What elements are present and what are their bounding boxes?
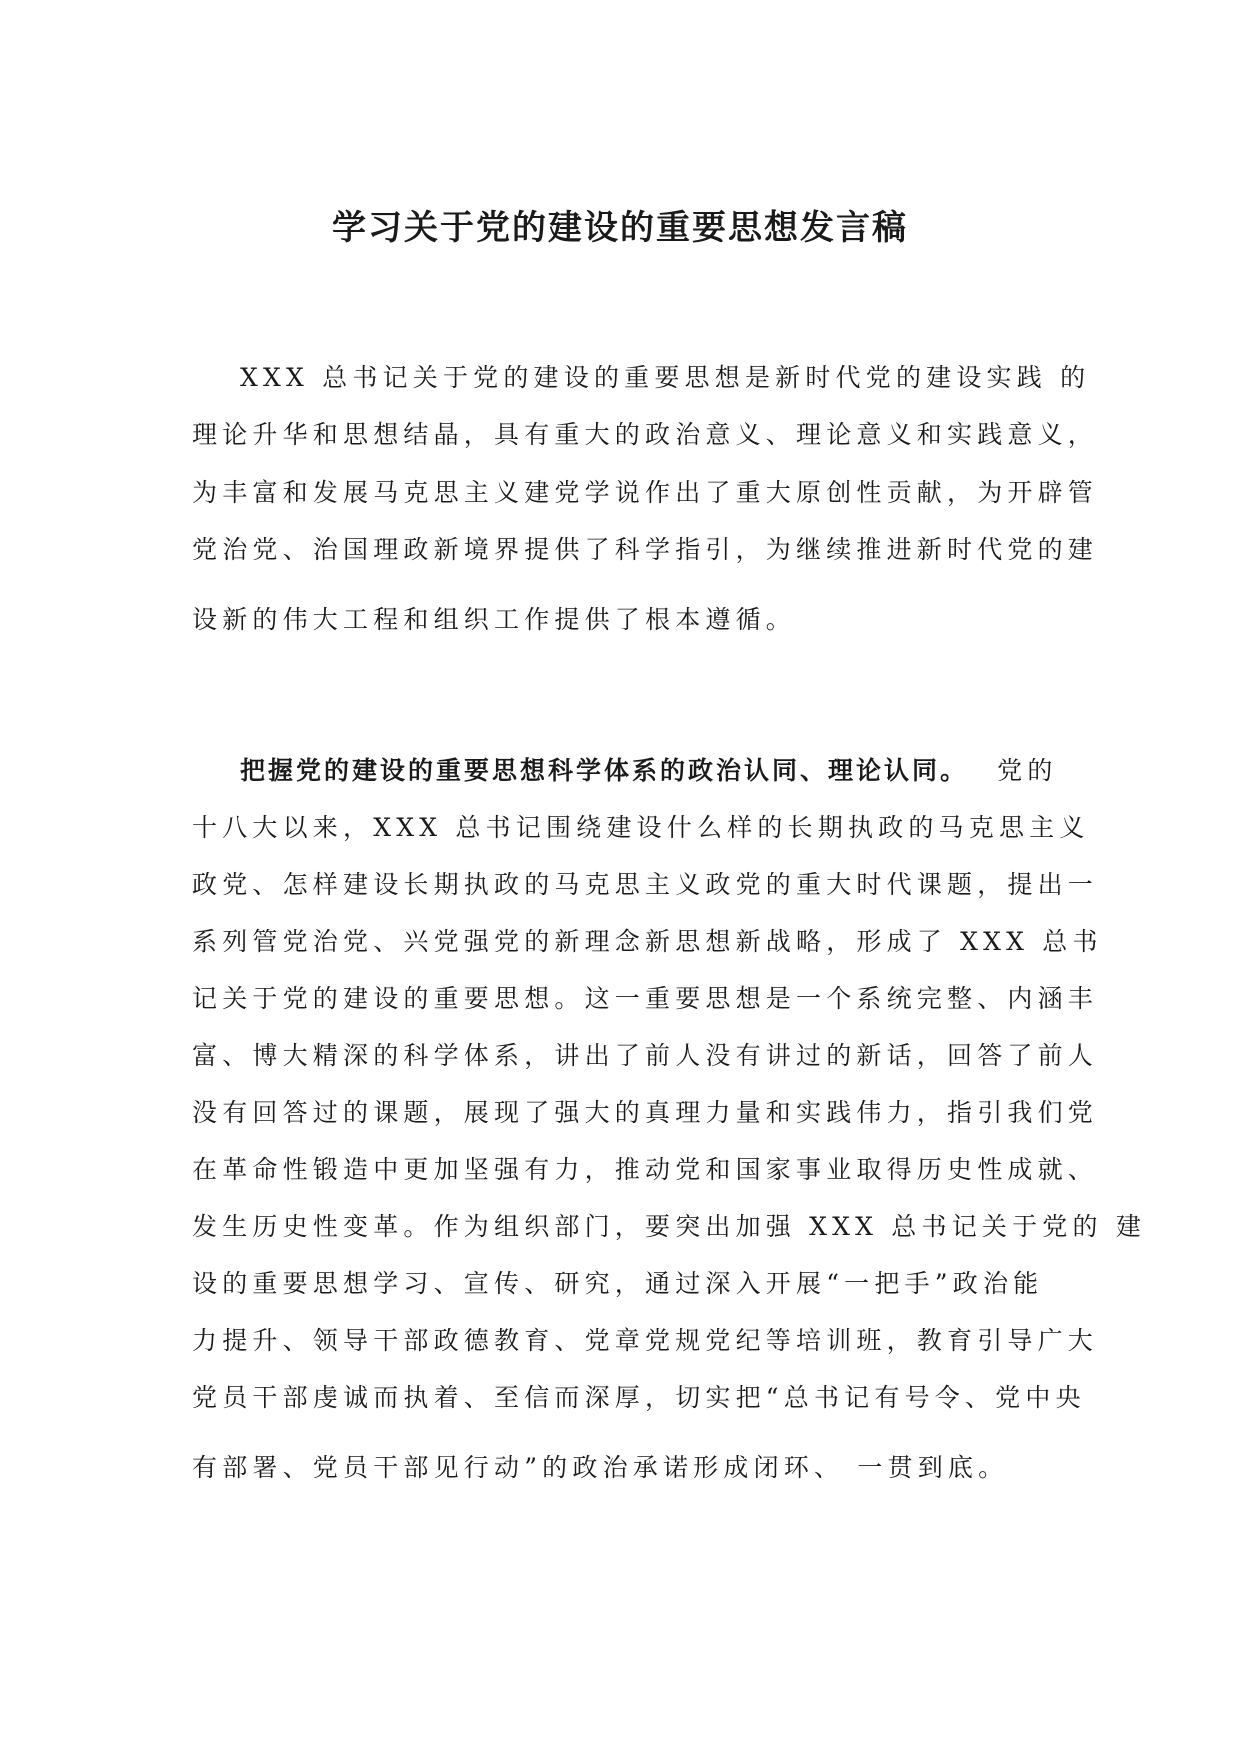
paragraph2-line-1 — [240, 755, 1058, 787]
paragraph2-line-12: 党员干部虔诚而执着、至信而深厚，切实把“总书记有号令、党中央 — [192, 1383, 1086, 1412]
document-title: 学习关于党的建设的重要思想发言稿 — [332, 208, 908, 248]
paragraph2-line-2: 十八大以来，XXX 总书记围绕建设什么样的长期执政的马克思主义 — [192, 813, 1090, 842]
paragraph2-first-line-rest: 党的 — [997, 756, 1058, 785]
paragraph1-line-1: XXX 总书记关于党的建设的重要思想是新时代党的建设实践 的 — [240, 363, 1091, 392]
paragraph1-line-4: 党治党、治国理政新境界提供了科学指引，为继续推进新时代党的建 — [192, 535, 1099, 564]
paragraph2-line-8: 在革命性锻造中更加坚强有力，推动党和国家事业取得历史性成就、 — [192, 1155, 1099, 1184]
paragraph2-line-4: 系列管党治党、兴党强党的新理念新思想新战略，形成了 XXX 总书 — [192, 927, 1103, 956]
paragraph2-line-13: 有部署、党员干部见行动”的政治承诺形成闭环、 一贯到底。 — [192, 1453, 1009, 1482]
paragraph1-line-5: 设新的伟大工程和组织工作提供了根本遵循。 — [192, 605, 797, 634]
paragraph2-line-9: 发生历史性变革。作为组织部门，要突出加强 XXX 总书记关于党的 建 — [192, 1212, 1147, 1241]
paragraph2-line-3: 政党、怎样建设长期执政的马克思主义政党的重大时代课题，提出一 — [192, 870, 1099, 899]
paragraph2-heading: 把握党的建设的重要思想科学体系的政治认同、理论认同。 — [240, 756, 969, 785]
paragraph2-line-7: 没有回答过的课题，展现了强大的真理力量和实践伟力，指引我们党 — [192, 1098, 1099, 1127]
paragraph2-line-5: 记关于党的建设的重要思想。这一重要思想是一个系统完整、内涵丰 — [192, 984, 1099, 1013]
paragraph2-line-10: 设的重要思想学习、宣传、研究，通过深入开展“一把手”政治能 — [192, 1269, 1044, 1298]
paragraph1-line-3: 为丰富和发展马克思主义建党学说作出了重大原创性贡献，为开辟管 — [192, 478, 1099, 507]
paragraph2-line-11: 力提升、领导干部政德教育、党章党规党纪等培训班，教育引导广大 — [192, 1326, 1099, 1355]
paragraph1-line-2: 理论升华和思想结晶，具有重大的政治意义、理论意义和实践意义， — [192, 420, 1099, 449]
paragraph2-line-6: 富、博大精深的科学体系，讲出了前人没有讲过的新话，回答了前人 — [192, 1041, 1099, 1070]
